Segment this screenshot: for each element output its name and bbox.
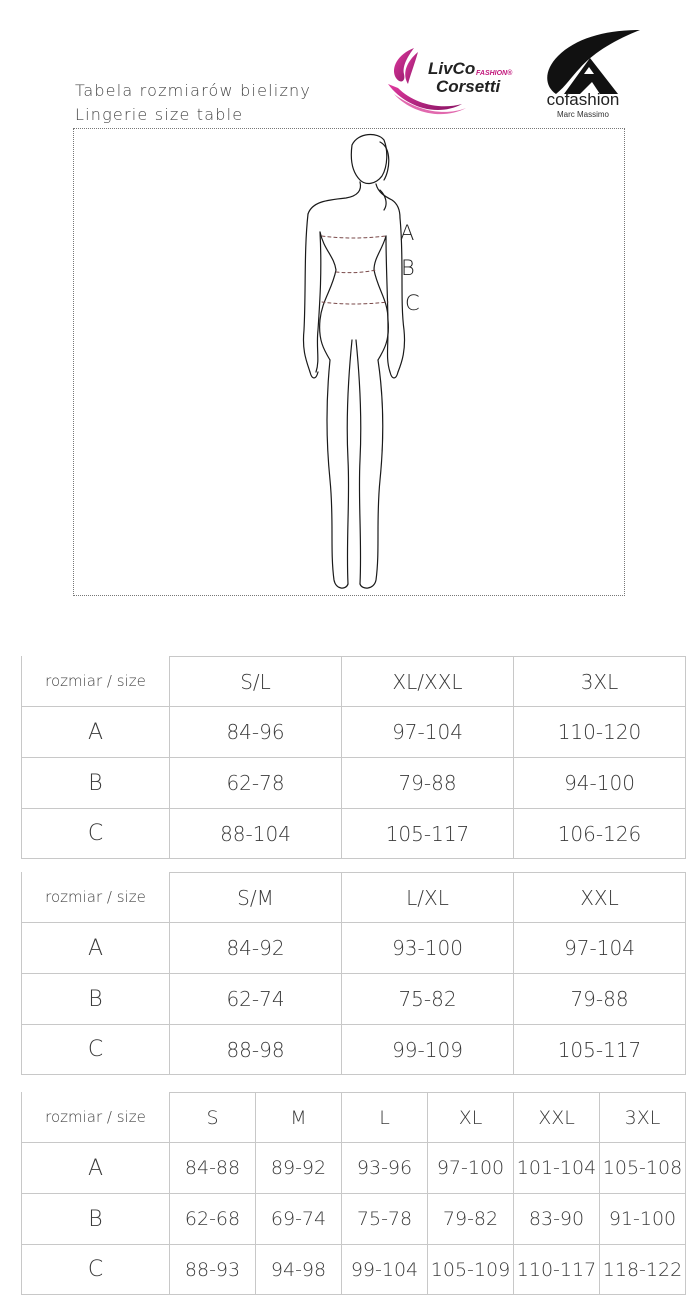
size-header: XXL — [513, 872, 686, 923]
title-polish: Tabela rozmiarów bielizny — [75, 81, 312, 100]
table-header-row — [21, 1092, 686, 1143]
header-label: rozmiar / size — [21, 872, 169, 923]
table-cell: 84-88 — [169, 1143, 255, 1194]
corsetti-text: Corsetti — [436, 77, 501, 96]
table-cell: 79-88 — [513, 974, 686, 1025]
row-label: C — [21, 809, 169, 859]
table-header-row — [21, 872, 686, 923]
table-cell: 75-78 — [341, 1194, 427, 1245]
table-cell: 88-98 — [169, 1025, 341, 1075]
table-cell: 105-117 — [341, 809, 513, 859]
table-cell: 99-104 — [341, 1245, 427, 1295]
table-cell: 88-93 — [169, 1245, 255, 1295]
row-label: B — [21, 974, 169, 1025]
table-cell: 97-104 — [513, 923, 686, 974]
title-english: Lingerie size table — [75, 105, 244, 124]
livco-fashion-text: FASHION® — [476, 70, 513, 77]
table-row — [21, 974, 686, 1025]
size-header: XL/XXL — [341, 656, 513, 707]
table-row — [21, 1025, 686, 1075]
size-header: M — [255, 1092, 341, 1143]
table-row — [21, 1194, 686, 1245]
size-table-2 — [21, 872, 686, 1075]
row-label: A — [21, 707, 169, 758]
header-label: rozmiar / size — [21, 656, 169, 707]
table-cell: 83-90 — [513, 1194, 599, 1245]
table-row — [21, 758, 686, 809]
table-cell: 93-96 — [341, 1143, 427, 1194]
size-header: L — [341, 1092, 427, 1143]
table-cell: 97-100 — [427, 1143, 513, 1194]
table-row — [21, 1245, 686, 1295]
size-table-3 — [21, 1092, 686, 1295]
table-cell: 105-108 — [599, 1143, 686, 1194]
table-cell: 118-122 — [599, 1245, 686, 1295]
row-label: B — [21, 1194, 169, 1245]
table-cell: 62-74 — [169, 974, 341, 1025]
table-row — [21, 707, 686, 758]
cofashion-subtitle: Marc Massimo — [556, 110, 609, 119]
header-label: rozmiar / size — [21, 1092, 169, 1143]
table-row — [21, 1143, 686, 1194]
table-cell: 94-98 — [255, 1245, 341, 1295]
table-cell: 94-100 — [513, 758, 686, 809]
table-cell: 105-109 — [427, 1245, 513, 1295]
table-row — [21, 923, 686, 974]
size-header: XL — [427, 1092, 513, 1143]
table-cell: 89-92 — [255, 1143, 341, 1194]
table-cell: 69-74 — [255, 1194, 341, 1245]
table-cell: 62-68 — [169, 1194, 255, 1245]
row-label: A — [21, 923, 169, 974]
table-cell: 91-100 — [599, 1194, 686, 1245]
table-cell: 97-104 — [341, 707, 513, 758]
table-cell: 99-109 — [341, 1025, 513, 1075]
table-cell: 79-88 — [341, 758, 513, 809]
size-header: S — [169, 1092, 255, 1143]
table-cell: 93-100 — [341, 923, 513, 974]
marker-a: A — [400, 221, 415, 245]
table-cell: 88-104 — [169, 809, 341, 859]
table-cell: 84-96 — [169, 707, 341, 758]
table-cell: 105-117 — [513, 1025, 686, 1075]
row-label: B — [21, 758, 169, 809]
marker-c: C — [405, 291, 420, 315]
table-cell: 110-117 — [513, 1245, 599, 1295]
table-cell: 84-92 — [169, 923, 341, 974]
table-cell: 75-82 — [341, 974, 513, 1025]
size-table-1 — [21, 656, 686, 859]
size-header: 3XL — [513, 656, 686, 707]
row-label: C — [21, 1025, 169, 1075]
size-header: XXL — [513, 1092, 599, 1143]
row-label: A — [21, 1143, 169, 1194]
table-cell: 79-82 — [427, 1194, 513, 1245]
table-cell: 62-78 — [169, 758, 341, 809]
table-row — [21, 809, 686, 859]
marker-b: B — [401, 256, 415, 280]
cofashion-name: cofashion — [546, 90, 620, 109]
size-header: S/L — [169, 656, 341, 707]
table-header-row — [21, 656, 686, 707]
row-label: C — [21, 1245, 169, 1295]
table-cell: 110-120 — [513, 707, 686, 758]
size-header: S/M — [169, 872, 341, 923]
size-header: 3XL — [599, 1092, 686, 1143]
table-cell: 101-104 — [513, 1143, 599, 1194]
livco-text: LivCo — [428, 59, 476, 78]
table-cell: 106-126 — [513, 809, 686, 859]
measurement-labels — [0, 0, 700, 600]
size-header: L/XL — [341, 872, 513, 923]
